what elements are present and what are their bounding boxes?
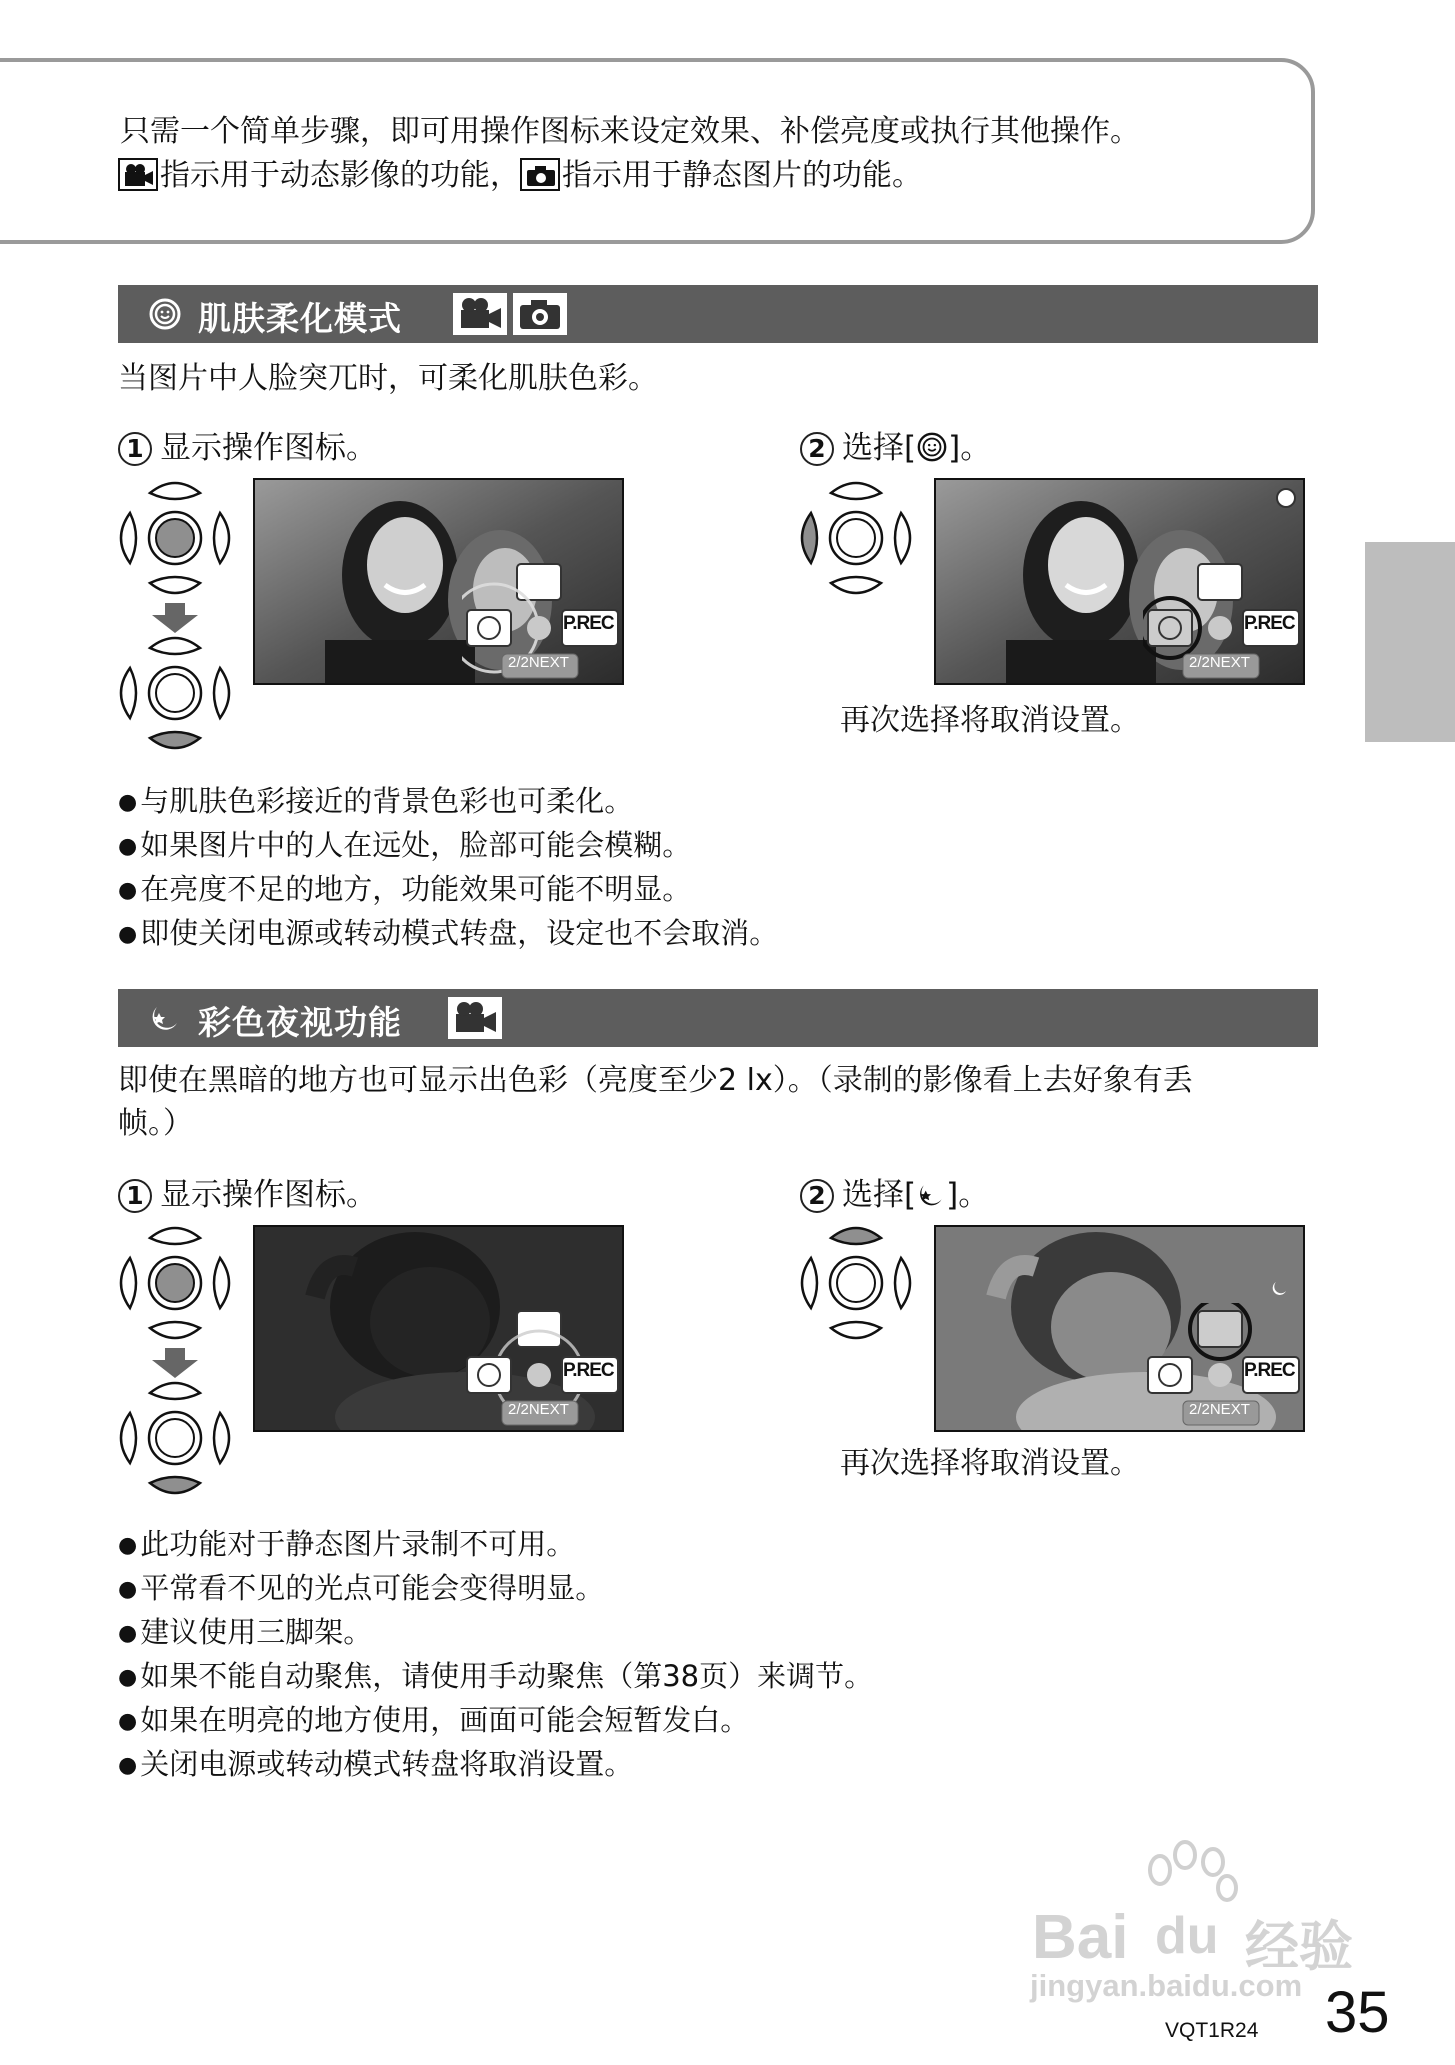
section2-step2-prefix: 选择[ [842, 1177, 917, 1213]
section1-step2-suffix: ]。 [948, 430, 992, 466]
still-camera-icon [520, 158, 560, 191]
section2-step2 [800, 1175, 989, 1215]
joystick-icon [112, 1218, 242, 1348]
list-item: ● 平常看不见的光点可能会变得明显。 [118, 1567, 873, 1611]
step-number-2: 2 [800, 432, 834, 466]
section2-step2-suffix: ]。 [946, 1177, 990, 1213]
list-item: ● 如果在明亮的地方使用，画面可能会短暂发白。 [118, 1699, 873, 1743]
section2-step1 [118, 1175, 377, 1215]
watermark-brand: Bai [1032, 1903, 1129, 1972]
joystick-icon [793, 1218, 923, 1348]
list-item: ● 如果图片中的人在远处，脸部可能会模糊。 [118, 824, 778, 868]
soft-skin-icon [148, 297, 182, 331]
prec-label: P.REC [563, 613, 614, 634]
prec-label: P.REC [1244, 1360, 1295, 1381]
color-night-view-icon [916, 1180, 946, 1210]
section2-movie-badge [448, 997, 502, 1039]
list-item: ● 如果不能自动聚焦，请使用手动聚焦（第38页）来调节。 [118, 1655, 873, 1699]
section1-bullets [118, 780, 778, 956]
prec-label: P.REC [563, 1360, 614, 1381]
section2-header [118, 989, 1318, 1047]
watermark-url: jingyan.baidu.com [1030, 1968, 1303, 2003]
section2-title: 彩色夜视功能 [198, 1003, 402, 1042]
movie-camera-icon [450, 999, 500, 1037]
next-label: 2/2NEXT [508, 654, 569, 671]
intro-movie-text: 指示用于动态影像的功能， [160, 158, 520, 193]
next-label: 2/2NEXT [1189, 654, 1250, 671]
section1-description: 当图片中人脸突兀时，可柔化肌肤色彩。 [118, 361, 658, 396]
next-label: 2/2NEXT [1189, 1401, 1250, 1418]
section1-step1-text: 显示操作图标。 [160, 430, 377, 466]
movie-camera-icon [455, 295, 505, 333]
section2-bullets [118, 1523, 873, 1787]
intro-still-text: 指示用于静态图片的功能。 [562, 158, 922, 193]
section1-header [118, 285, 1318, 343]
section1-step1 [118, 428, 377, 468]
step-number-2: 2 [800, 1179, 834, 1213]
soft-skin-icon [916, 431, 948, 463]
joystick-icon [112, 1373, 242, 1503]
baidu-watermark [1030, 1840, 1370, 2005]
watermark-brand-2: du [1155, 1907, 1219, 1965]
next-label: 2/2NEXT [508, 1401, 569, 1418]
list-item: ● 建议使用三脚架。 [118, 1611, 873, 1655]
section1-step2-prefix: 选择[ [842, 430, 917, 466]
section2-cancel-note: 再次选择将取消设置。 [840, 1446, 1140, 1481]
still-camera-icon [515, 295, 565, 333]
list-item: ● 在亮度不足的地方，功能效果可能不明显。 [118, 868, 778, 912]
list-item: ● 关闭电源或转动模式转盘将取消设置。 [118, 1743, 873, 1787]
page-number: 35 [1325, 1980, 1390, 2045]
section1-step2 [800, 428, 991, 468]
list-item: ● 即使关闭电源或转动模式转盘，设定也不会取消。 [118, 912, 778, 956]
step-number-1: 1 [118, 1179, 152, 1213]
joystick-icon [112, 473, 242, 603]
intro-line-1: 只需一个简单步骤，即可用操作图标来设定效果、补偿亮度或执行其他操作。 [120, 114, 1140, 149]
joystick-icon [793, 473, 923, 603]
section2-description-1: 即使在黑暗的地方也可显示出色彩（亮度至少2 lx）。（录制的影像看上去好象有丢 [118, 1063, 1193, 1098]
section1-still-badge [513, 293, 567, 335]
prec-label: P.REC [1244, 613, 1295, 634]
list-item: ● 与肌肤色彩接近的背景色彩也可柔化。 [118, 780, 778, 824]
movie-camera-icon [118, 158, 158, 191]
section1-title: 肌肤柔化模式 [198, 299, 402, 338]
side-tab [1365, 542, 1455, 742]
joystick-icon [112, 628, 242, 758]
color-night-view-icon [148, 1001, 182, 1035]
step-number-1: 1 [118, 432, 152, 466]
watermark-brand-cn: 经验 [1245, 1915, 1353, 1978]
document-code: VQT1R24 [1165, 2019, 1259, 2042]
section1-cancel-note: 再次选择将取消设置。 [840, 703, 1140, 738]
section2-step1-text: 显示操作图标。 [160, 1177, 377, 1213]
list-item: ● 此功能对于静态图片录制不可用。 [118, 1523, 873, 1567]
section1-movie-badge [453, 293, 507, 335]
section2-description-2: 帧。） [118, 1106, 193, 1141]
intro-line-2 [118, 154, 922, 198]
